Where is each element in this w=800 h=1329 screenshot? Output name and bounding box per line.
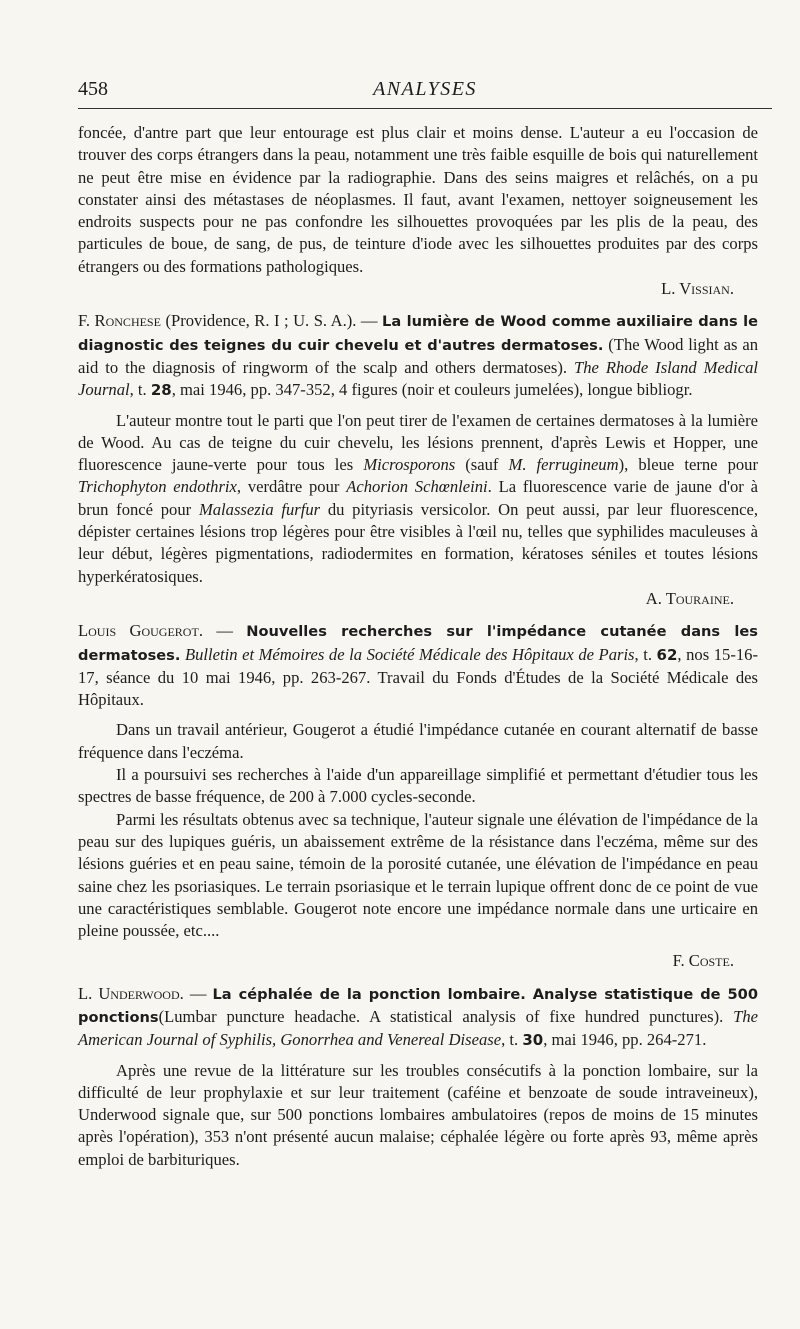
review-entry-gougerot bbox=[78, 620, 758, 972]
signature-touraine: A. Touraine. bbox=[645, 588, 734, 608]
volume-number: 30 bbox=[522, 1031, 544, 1050]
page-body bbox=[78, 122, 758, 1171]
citation: L. Underwood. — La céphalée de la ponction lombaire. Analyse statistique de 500 ponctions(Lumbar puncture headache. A statistical analysis of fixe hundred punctures). The American Journal of Syphilis, Gonorrhea and Venereal Disease, t. 30, mai 1946, pp. 264-271. bbox=[78, 983, 758, 1050]
affiliation: . — bbox=[198, 621, 247, 641]
review-paragraph: L'auteur montre tout le parti que l'on peut tirer de l'examen de certaines dermatoses à la lumière de Wood. Au cas de teigne du cuir chevelu, les lésions prennent, d'après Lewis et Hopper, une fluorescence jaune-verte pour tous les Microsporons (sauf M. ferrugineum), bleue terne pour Trichophyton endothrix, verdâtre pour Achorion Schœnleini. La fluorescence varie de jaune d'or à brun foncé pour Malassezia furfur du pityriasis versicolor. On peut aussi, par leur fluorescence, dépister certaines lésions trop légères pour être visibles à l'œil nu, telles que syphilides maculeuses à leur début, légères pigmentations, radiodermites en formation, kératoses séniles et toutes lésions hyperkératosiques. bbox=[78, 410, 758, 586]
reference-text: (Lumbar puncture headache. A statistical analysis of fixe hundred punctures). bbox=[158, 1006, 734, 1026]
review-entry-underwood bbox=[78, 983, 758, 1171]
page-number: 458 bbox=[78, 78, 108, 100]
running-title: ANALYSES bbox=[373, 78, 477, 100]
page-header bbox=[78, 78, 772, 109]
article-title: La lumière de Wood comme auxiliaire dans le diagnostic des teignes du cuir chevelu et d'autres dermatoses. bbox=[78, 313, 758, 354]
reference-details: , mai 1946, pp. 347-352, 4 figures (noir et couleurs jumelées), longue bibliogr. bbox=[171, 380, 693, 400]
volume-number: 62 bbox=[656, 645, 678, 664]
author-name: F. Ronchese bbox=[78, 311, 161, 331]
author-name: Louis Gougerot bbox=[78, 621, 199, 641]
author-name: L. Underwood bbox=[78, 983, 180, 1003]
review-entry-ronchese bbox=[78, 310, 758, 610]
affiliation: (Providence, R. I ; U. S. A.). — bbox=[160, 311, 383, 331]
journal-name: The Rhode Island Medical Journal bbox=[78, 357, 758, 400]
review-paragraph: Dans un travail antérieur, Gougerot a étudié l'impédance cutanée en courant alternatif de basse fréquence dans l'eczéma. bbox=[78, 720, 758, 762]
review-paragraph: Après une revue de la littérature sur les troubles consécutifs à la ponction lombaire, sur la difficulté de leur prophylaxie et sur leur traitement (caféine et benzoate de soude intraveineux), Underwood signale que, sur 500 ponctions lombaires ambulatoires (repos de moins de 15 minutes après l'opération), 353 n'ont présenté aucun malaise; céphalée légère ou forte après 93, même après emploi de barbituriques. bbox=[78, 1060, 758, 1169]
article-title: Nouvelles recherches sur l'impédance cutanée dans les dermatoses. bbox=[78, 623, 758, 664]
reference-details: , mai 1946, pp. 264-271. bbox=[543, 1030, 707, 1050]
signature-vissian: L. Vissian. bbox=[661, 279, 734, 299]
review-paragraph: Il a poursuivi ses recherches à l'aide d'un appareillage simplifié et permettant d'étudier tous les spectres de basse fréquence, de 200 à 7.000 cycles-seconde. bbox=[78, 765, 758, 807]
journal-name: The American Journal of Syphilis, Gonorrhea and Venereal Disease bbox=[78, 1006, 758, 1050]
signature-coste: F. Coste. bbox=[672, 951, 734, 971]
volume-number: 28 bbox=[150, 381, 172, 400]
reference-text: (The Wood light as an aid to the diagnosis of ringworm of the scalp and others dermatoses). bbox=[78, 334, 758, 377]
journal-name: Bulletin et Mémoires de la Société Médicale des Hôpitaux de Paris bbox=[184, 644, 635, 664]
review-paragraph: Parmi les résultats obtenus avec sa technique, l'auteur signale une élévation de l'impédance de la peau sur des lupiques guéris, un abaissement extrême de la résistance dans l'eczéma, même sur des lésions guéries et en peau saine, témoin de la porosité cutanée, une élévation de l'impédance en peau saine chez les psoriasiques. Le terrain psoriasique et le terrain lupique offrent donc de ce point de vue une caractéristiques semblable. Gougerot note encore une impédance normale dans une urticaire en pleine poussée, etc.... bbox=[78, 809, 758, 941]
article-title: La céphalée de la ponction lombaire. Analyse statistique de 500 ponctions bbox=[78, 985, 758, 1026]
reference-details: , nos 15-16-17, séance du 10 mai 1946, pp. 263-267. Travail du Fonds d'Études de la Société Médicale des Hôpitaux. bbox=[78, 644, 758, 710]
citation: F. Ronchese (Providence, R. I ; U. S. A.). — La lumière de Wood comme auxiliaire dans le diagnostic des teignes du cuir chevelu et d'autres dermatoses. (The Wood light as an aid to the diagnosis of ringworm of the scalp and others dermatoses). The Rhode Island Medical Journal, t. 28, mai 1946, pp. 347-352, 4 figures (noir et couleurs jumelées), longue bibliogr. bbox=[78, 311, 758, 400]
citation: Louis Gougerot. — Nouvelles recherches sur l'impédance cutanée dans les dermatoses. Bulletin et Mémoires de la Société Médicale des Hôpitaux de Paris, t. 62, nos 15-16-17, séance du 10 mai 1946, pp. 263-267. Travail du Fonds d'Études de la Société Médicale des Hôpitaux. bbox=[78, 621, 758, 710]
affiliation: . — bbox=[179, 983, 213, 1003]
continuation-paragraph: foncée, d'antre part que leur entourage est plus clair et moins dense. L'auteur a eu l'occasion de trouver des corps étrangers dans la peau, notamment une très faible esquille de bois qui naturellement ne peut être mise en évidence par la radiographie. Dans des seins maigres et relâchés, on a pu constater ainsi des métastases de néoplasmes. Il faut, avant l'examen, nettoyer soigneusement les endroits suspects pour ne pas confondre les silhouettes provoquées par les plis de la peau, des particules de boue, de sang, de pus, de teinture d'iode avec les silhouettes produites par des corps étrangers ou des formations pathologiques. bbox=[78, 123, 758, 276]
